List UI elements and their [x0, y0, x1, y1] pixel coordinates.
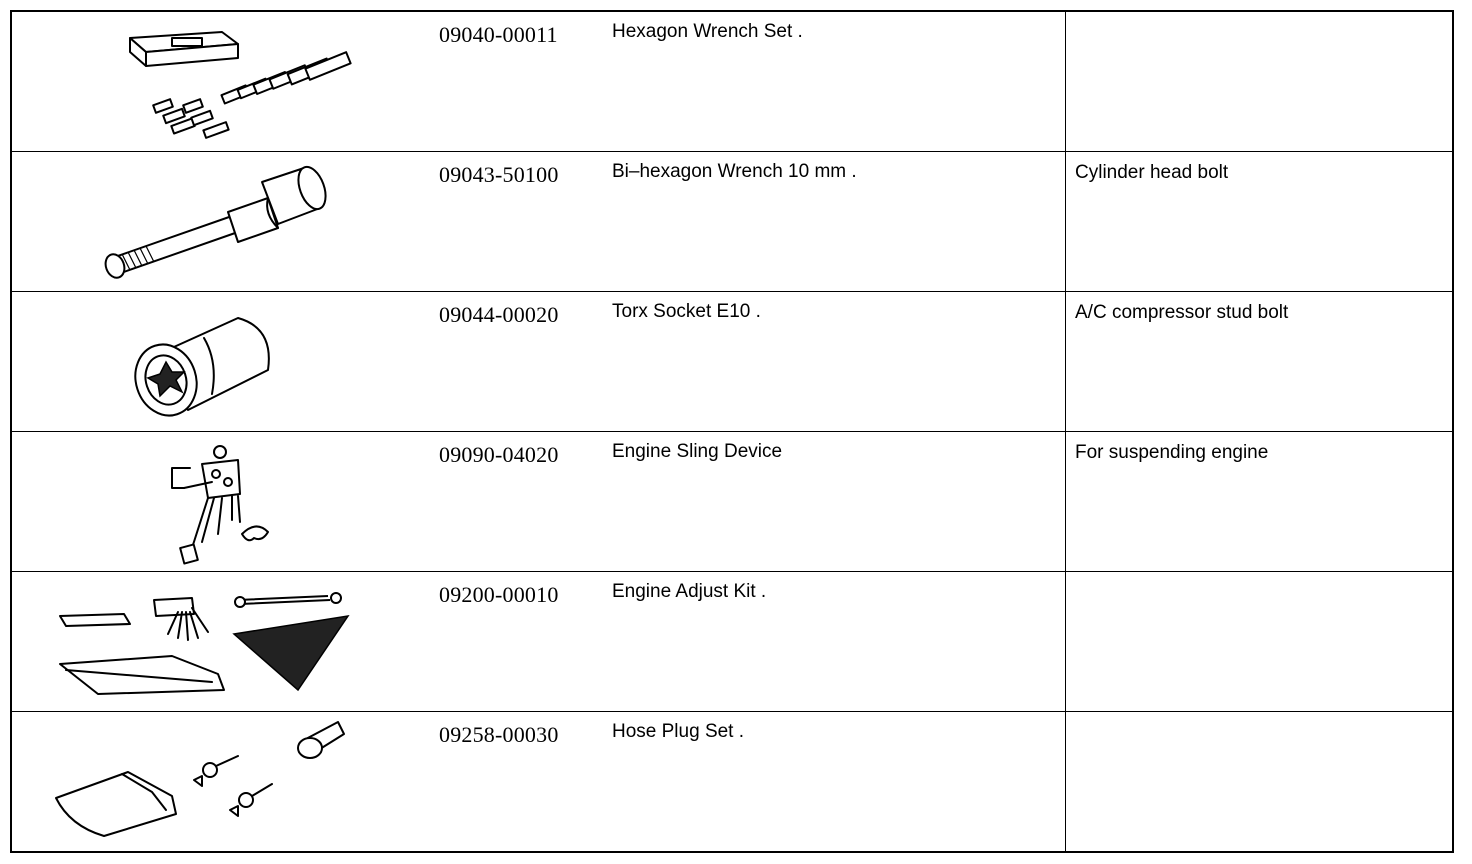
- note-cell: [1066, 292, 1454, 432]
- torx-socket-icon: [42, 298, 402, 426]
- tool-note: For suspending engine: [1075, 442, 1269, 463]
- table-row: [11, 152, 1453, 292]
- note-cell: [1066, 11, 1454, 152]
- tool-cell: [11, 572, 1066, 712]
- tool-note: A/C compressor stud bolt: [1075, 302, 1289, 323]
- part-number: 09258-00030: [439, 722, 559, 747]
- tool-note: [1066, 712, 1452, 722]
- tool-name: Torx Socket E10 .: [612, 301, 761, 322]
- hose-plug-set-icon: [42, 718, 402, 846]
- bi-hexagon-wrench-icon: [42, 158, 402, 286]
- part-number: 09040-00011: [439, 22, 558, 47]
- tool-note: Cylinder head bolt: [1075, 162, 1229, 183]
- part-number: 09044-00020: [439, 302, 559, 327]
- part-number: 09043-50100: [439, 162, 559, 187]
- tool-name: Hose Plug Set .: [612, 721, 745, 742]
- tool-name: Engine Sling Device: [612, 441, 783, 462]
- table-row: [11, 11, 1453, 152]
- tool-cell: [11, 432, 1066, 572]
- engine-sling-device-icon: [42, 438, 402, 566]
- table-row: [11, 292, 1453, 432]
- table-row: [11, 712, 1453, 853]
- tool-cell: [11, 292, 1066, 432]
- tool-note: [1066, 572, 1452, 582]
- part-number: 09200-00010: [439, 582, 559, 607]
- tool-note: [1066, 12, 1452, 22]
- tool-cell: [11, 152, 1066, 292]
- tool-name: Engine Adjust Kit .: [612, 581, 767, 602]
- hexagon-wrench-set-icon: [42, 18, 402, 146]
- tool-name: Bi–hexagon Wrench 10 mm .: [612, 161, 857, 182]
- tool-cell: [11, 712, 1066, 853]
- engine-adjust-kit-icon: [42, 578, 402, 706]
- table-row: [11, 572, 1453, 712]
- special-service-tools-table: [10, 10, 1454, 853]
- note-cell: [1066, 572, 1454, 712]
- note-cell: [1066, 712, 1454, 853]
- tool-cell: [11, 11, 1066, 152]
- note-cell: [1066, 152, 1454, 292]
- tool-name: Hexagon Wrench Set .: [612, 21, 803, 42]
- part-number: 09090-04020: [439, 442, 559, 467]
- note-cell: [1066, 432, 1454, 572]
- table-row: [11, 432, 1453, 572]
